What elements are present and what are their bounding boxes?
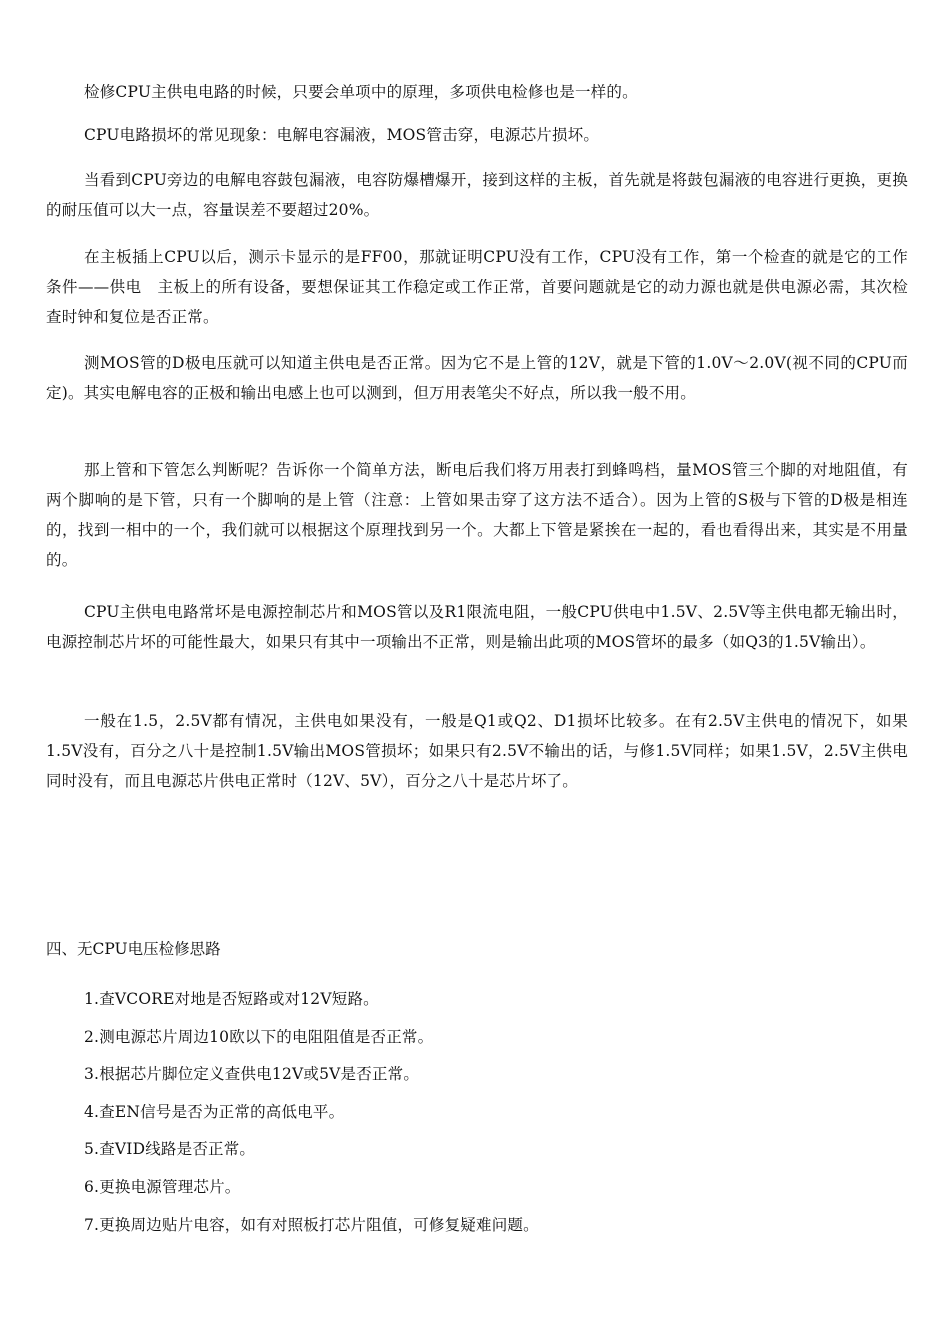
list-item: 2.测电源芯片周边10欧以下的电阻阻值是否正常。 [84,1027,434,1046]
list-item: 5.查VID线路是否正常。 [84,1140,256,1159]
list-item: 6.更换电源管理芯片。 [84,1177,241,1196]
list-item: 4.查EN信号是否为正常的高低电平。 [84,1102,345,1121]
paragraph-capacitor-replacement: 当看到CPU旁边的电解电容鼓包漏液，电容防爆槽爆开，接到这样的主板，首先就是将鼓包漏液的电容进行更换，更换的耐压值可以大一点，容量误差不要超过20%。 [46,171,908,219]
list-item: 7.更换周边贴片电容，如有对照板打芯片阻值，可修复疑难问题。 [84,1215,539,1234]
section-heading: 四、无CPU电压检修思路 [46,940,221,958]
list-item: 3.根据芯片脚位定义查供电12V或5V是否正常。 [84,1065,420,1084]
paragraph-voltage-cases: 一般在1.5，2.5V都有情况，主供电如果没有，一般是Q1或Q2、D1损坏比较多。在有2.5V主供电的情况下，如果1.5V没有，百分之八十是控制1.5V输出MOS管损坏；如果只有2.5V不输出的话，与修1.5V同样；如果1.5V，2.5V主供电同时没有，而且电源芯片供电正常时（12V、5V），百分之八十是芯片坏了。 [46,712,908,790]
paragraph-upper-lower-mos: 那上管和下管怎么判断呢？告诉你一个简单方法，断电后我们将万用表打到蜂鸣档，量MOS管三个脚的对地阻值，有两个脚响的是下管，只有一个脚响的是上管（注意：上管如果击穿了这方法不适合）。因为上管的S极与下管的D极是相连的，找到一相中的一个，我们就可以根据这个原理找到另一个。大都上下管是紧挨在一起的，看也看得出来，其实是不用量的。 [46,461,908,569]
repair-steps-list [84,984,539,1247]
list-item: 1.查VCORE对地是否短路或对12V短路。 [84,990,379,1008]
paragraph-mos-d-voltage: 测MOS管的D极电压就可以知道主供电是否正常。因为它不是上管的12V，就是下管的1.0V～2.0V(视不同的CPU而定)。其实电解电容的正极和输出电感上也可以测到，但万用表笔尖不好点，所以我一般不用。 [46,354,908,402]
paragraph-intro: 检修CPU主供电电路的时候，只要会单项中的原理，多项供电检修也是一样的。 [84,83,638,101]
paragraph-common-failures: CPU主供电电路常坏是电源控制芯片和MOS管以及R1限流电阻，一般CPU供电中1.5V、2.5V等主供电都无输出时，电源控制芯片坏的可能性最大，如果只有其中一项输出不正常，则是输出此项的MOS管坏的最多（如Q3的1.5V输出）。 [46,603,908,651]
paragraph-power-conditions: 在主板插上CPU以后，测示卡显示的是FF00，那就证明CPU没有工作，CPU没有工作，第一个检查的就是它的工作条件——供电 主板上的所有设备，要想保证其工作稳定或工作正常，首要问题就是它的动力源也就是供电源必需，其次检查时钟和复位是否正常。 [46,248,908,326]
paragraph-common-faults: CPU电路损坏的常见现象：电解电容漏液，MOS管击穿，电源芯片损坏。 [84,126,600,144]
